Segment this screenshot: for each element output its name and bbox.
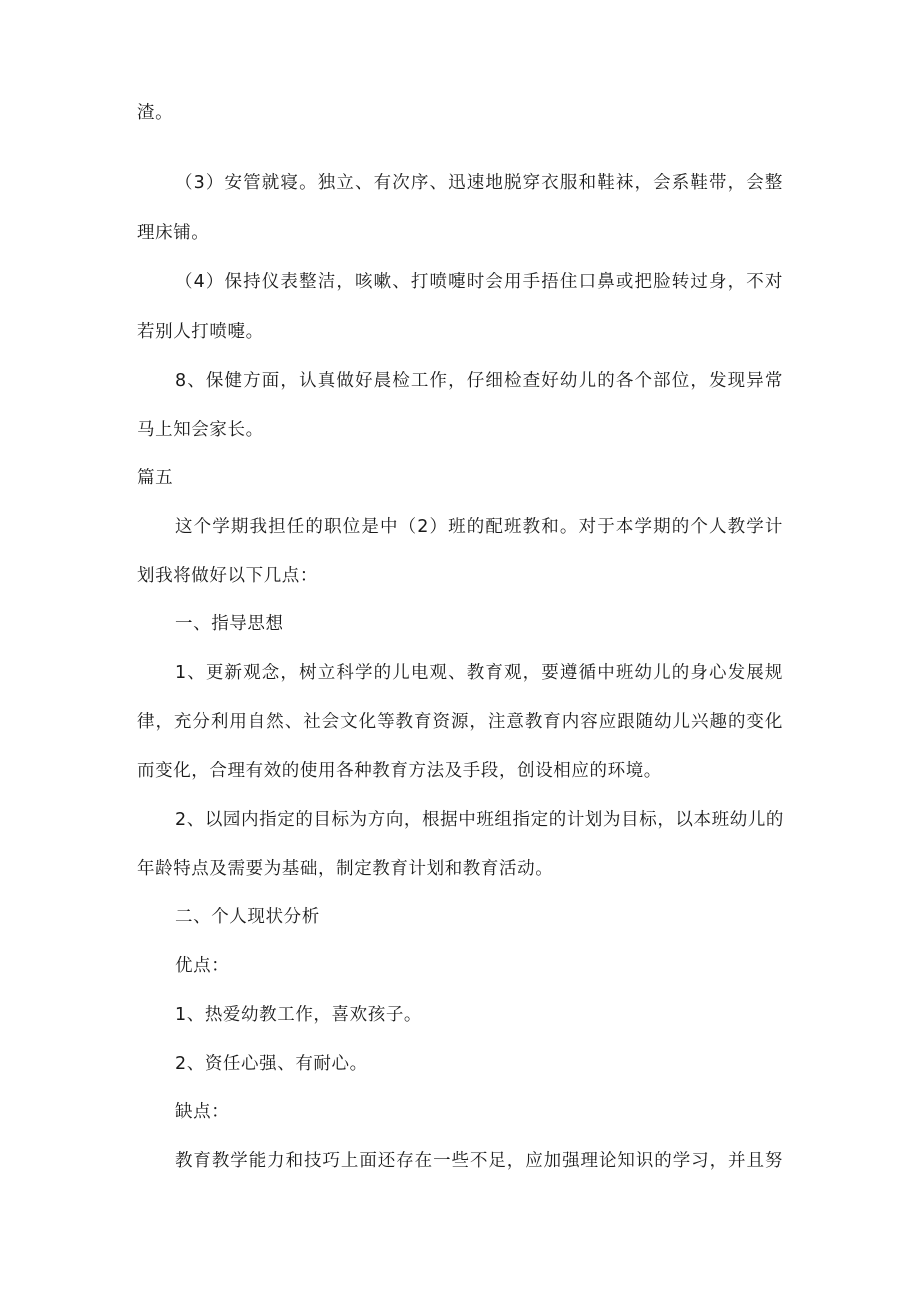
- text-line-10: 划我将做好以下几点：: [137, 566, 318, 586]
- text-line-7: 马上知会家长。: [137, 420, 264, 440]
- text-line-3: 理床铺。: [137, 223, 210, 243]
- subheading-2: 二、个人现状分析: [175, 907, 320, 927]
- text-line-14: 而变化，合理有效的使用各种教育方法及手段，创设相应的环境。: [137, 761, 662, 781]
- section-heading: 篇五: [137, 468, 174, 488]
- text-line-19: 1、热爱幼教工作，喜欢孩子。: [175, 1005, 423, 1025]
- text-line-9: 这个学期我担任的职位是中（2）班的配班教和。对于本学期的个人教学计: [175, 517, 783, 537]
- text-line-2: （3）安管就寝。独立、有次序、迅速地脱穿衣服和鞋袜，会系鞋带，会整: [175, 173, 783, 193]
- subheading-1: 一、指导思想: [175, 614, 284, 634]
- text-line-16: 年龄特点及需要为基础，制定教育计划和教育活动。: [137, 859, 554, 879]
- text-line-22: 教育教学能力和技巧上面还存在一些不足，应加强理论知识的学习，并且努: [175, 1151, 783, 1171]
- text-line-1: 渣。: [137, 103, 174, 123]
- text-line-6: 8、保健方面，认真做好晨检工作，仔细检查好幼儿的各个部位，发现异常: [175, 371, 783, 391]
- label-strengths: 优点：: [175, 956, 230, 976]
- text-line-5: 若别人打喷嚏。: [137, 322, 264, 342]
- text-line-20: 2、资任心强、有耐心。: [175, 1054, 368, 1074]
- text-line-12: 1、更新观念，树立科学的儿电观、教育观，要遵循中班幼儿的身心发展规: [175, 663, 783, 683]
- text-line-4: （4）保持仪表整洁，咳嗽、打喷嚏时会用手捂住口鼻或把脸转过身，不对: [175, 272, 783, 292]
- label-weaknesses: 缺点：: [175, 1102, 230, 1122]
- text-line-15: 2、以园内指定的目标为方向，根据中班组指定的计划为目标，以本班幼儿的: [175, 810, 785, 830]
- text-line-13: 律，充分利用自然、社会文化等教育资源，注意教育内容应跟随幼儿兴趣的变化: [137, 712, 783, 732]
